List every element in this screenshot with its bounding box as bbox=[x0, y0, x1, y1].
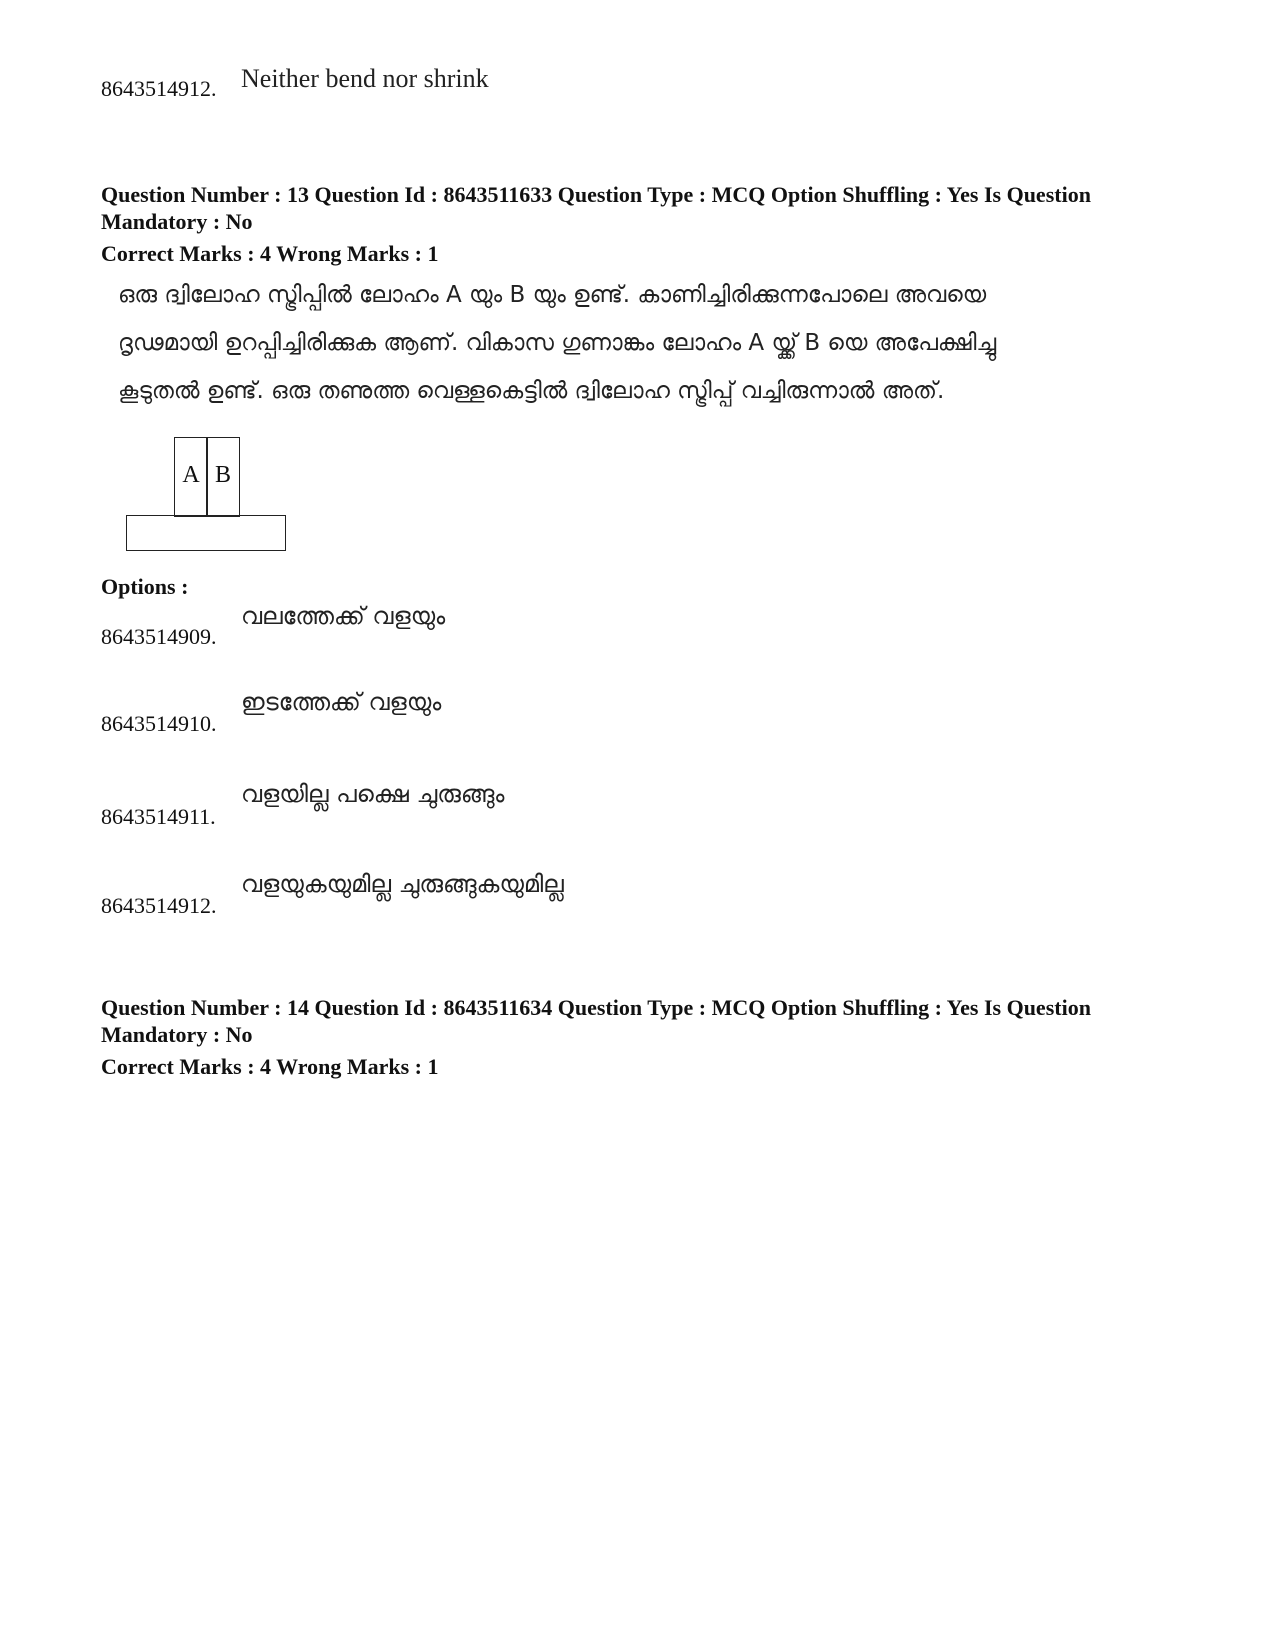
option-id: 8643514909. bbox=[101, 624, 217, 649]
question-13-stem bbox=[118, 282, 1188, 412]
question-14-header: Question Number : 14 Question Id : 8643511634 Question Type : MCQ Option Shuffling : Yes Is Question Mandatory : No bbox=[101, 995, 1091, 1047]
option-text: Neither bend nor shrink bbox=[241, 64, 489, 93]
metal-b-box bbox=[206, 437, 240, 517]
option-id: 8643514911. bbox=[101, 804, 216, 829]
option-text: വളയുകയുമില്ല ചുരുങ്ങുകയുമില്ല bbox=[241, 870, 564, 898]
options-label: Options : bbox=[101, 574, 189, 599]
question-13-header: Question Number : 13 Question Id : 8643511633 Question Type : MCQ Option Shuffling : Yes Is Question Mandatory : No bbox=[101, 182, 1091, 234]
stem-line: ഒരു ദ്വിലോഹ സ്ട്രിപ്പിൽ ലോഹം A യും B യും ഉണ്ട്. കാണിച്ചിരിക്കുന്നപോലെ അവയെ bbox=[118, 282, 987, 308]
option-text: വലത്തേക്ക് വളയും bbox=[241, 602, 446, 630]
option-id: 8643514910. bbox=[101, 711, 217, 736]
bimetallic-strip-figure bbox=[126, 437, 288, 555]
stem-line: ദൃഢമായി ഉറപ്പിച്ചിരിക്കുക ആണ്. വികാസ ഗുണാങ്കം ലോഹം A യ്ക്ക് B യെ അപേക്ഷിച്ചു bbox=[118, 330, 997, 356]
option-id: 8643514912. bbox=[101, 76, 217, 101]
metal-a-box bbox=[174, 437, 208, 517]
option-id: 8643514912. bbox=[101, 893, 217, 918]
option-text: ഇടത്തേക്ക് വളയും bbox=[241, 688, 442, 716]
question-13-marks: Correct Marks : 4 Wrong Marks : 1 bbox=[101, 241, 439, 266]
base-block bbox=[126, 515, 286, 551]
question-14-marks: Correct Marks : 4 Wrong Marks : 1 bbox=[101, 1054, 439, 1079]
metal-a-label: A bbox=[182, 462, 200, 488]
option-text: വളയില്ല പക്ഷെ ചുരുങ്ങും bbox=[241, 780, 505, 808]
metal-b-label: B bbox=[214, 462, 231, 488]
stem-line: കൂടുതൽ ഉണ്ട്. ഒരു തണുത്ത വെള്ളകെട്ടിൽ ദ്വിലോഹ സ്ട്രിപ്പ് വച്ചിരുന്നാൽ അത്. bbox=[118, 378, 945, 404]
